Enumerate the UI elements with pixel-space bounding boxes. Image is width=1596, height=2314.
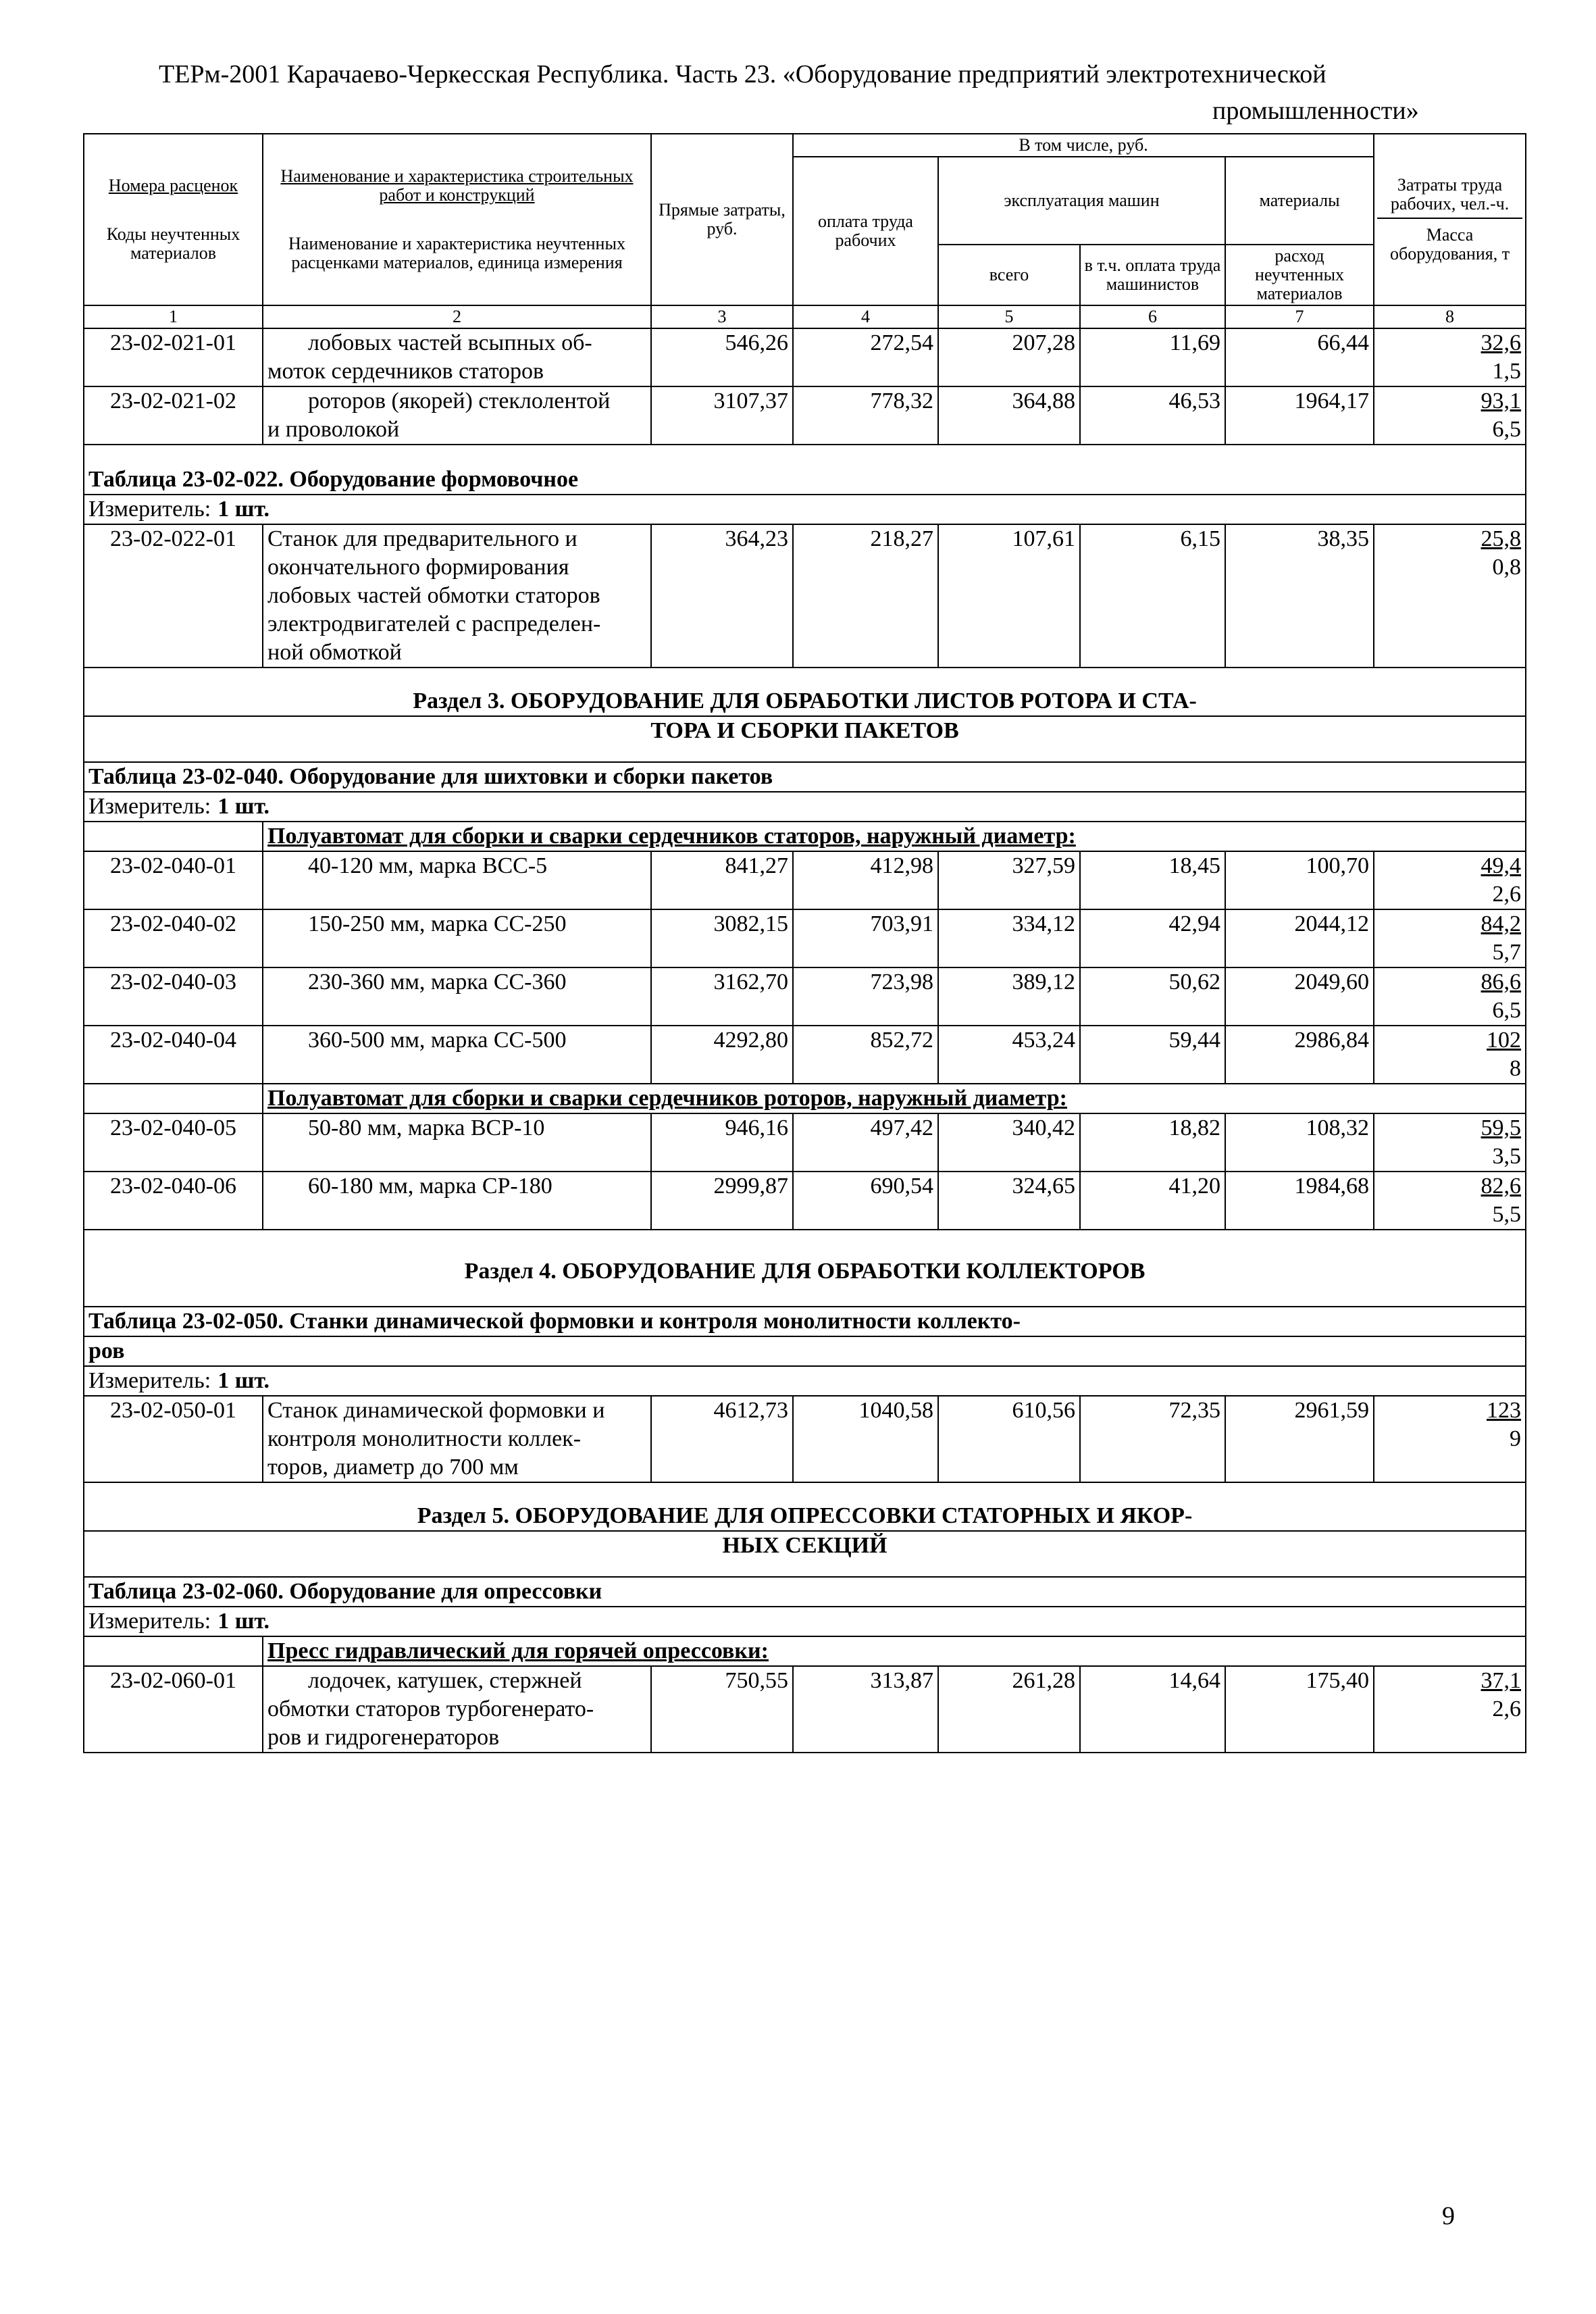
measure-row (84, 1607, 1526, 1636)
value-mach: 364,88 (938, 386, 1080, 445)
table-title: Таблица 23-02-060. Оборудование для опрессовки (84, 1577, 1526, 1607)
value-labor: 778,32 (793, 386, 938, 445)
column-number: 8 (1374, 305, 1526, 328)
value-mach: 610,56 (938, 1396, 1080, 1482)
labor-hours-value: 93,1 (1481, 388, 1522, 413)
value-mach: 334,12 (938, 909, 1080, 967)
value-mach: 327,59 (938, 851, 1080, 909)
rate-name-line: 230-360 мм, марка СС-360 (308, 970, 567, 995)
value-mat: 175,40 (1225, 1666, 1374, 1753)
measure-label: Измеритель: (88, 1609, 211, 1634)
column-numbers-row (84, 305, 1526, 328)
rate-name (263, 1396, 651, 1482)
rate-code: 23-02-021-02 (84, 386, 263, 445)
value-mach: 261,28 (938, 1666, 1080, 1753)
value-mach-labor: 59,44 (1080, 1026, 1225, 1084)
labor-hours (1379, 852, 1521, 880)
column-number: 5 (938, 305, 1080, 328)
rate-name (263, 851, 651, 909)
value-labor: 852,72 (793, 1026, 938, 1084)
labor-hours-value: 82,6 (1481, 1174, 1522, 1199)
section-title-cont: ТОРА И СБОРКИ ПАКЕТОВ (84, 716, 1526, 762)
table-title: Таблица 23-02-050. Станки динамической формовки и контроля монолитности коллекто- (84, 1307, 1526, 1336)
value-mach-labor: 41,20 (1080, 1172, 1225, 1230)
measure-value: 1 шт. (217, 1609, 270, 1634)
column-number: 7 (1225, 305, 1374, 328)
labor-mass-cell (1374, 1396, 1526, 1482)
value-mach-labor: 14,64 (1080, 1666, 1225, 1753)
section-title-row (84, 1230, 1526, 1307)
col-header-labor-mass: Затраты труда рабочих, чел.-ч. Масса оборудования, т (1374, 134, 1526, 305)
rate-name-line: 150-250 мм, марка СС-250 (308, 911, 567, 936)
equipment-mass: 6,5 (1492, 998, 1522, 1023)
table-row (84, 328, 1526, 386)
value-mat: 2044,12 (1225, 909, 1374, 967)
labor-hours (1379, 329, 1521, 357)
group-row (84, 1084, 1526, 1113)
section-title-cont: НЫХ СЕКЦИЙ (84, 1531, 1526, 1577)
value-direct: 4292,80 (651, 1026, 793, 1084)
labor-mass-cell (1374, 851, 1526, 909)
table-header (84, 134, 1526, 328)
equipment-mass: 2,6 (1492, 1696, 1522, 1721)
rate-name-line: ров и гидрогенераторов (267, 1725, 500, 1750)
rate-name-line: электродвигателей с распределен- (267, 611, 601, 636)
rate-code: 23-02-040-06 (84, 1172, 263, 1230)
equipment-mass: 5,7 (1492, 940, 1522, 965)
group-spacer (84, 1636, 263, 1666)
group-spacer (84, 822, 263, 851)
measure-label: Измеритель: (88, 497, 211, 522)
table-row (84, 524, 1526, 668)
labor-hours (1379, 1172, 1521, 1201)
rate-name-line: роторов (якорей) стеклолентой (308, 388, 611, 413)
value-direct: 3162,70 (651, 967, 793, 1026)
value-mach: 389,12 (938, 967, 1080, 1026)
value-mat: 1984,68 (1225, 1172, 1374, 1230)
measure-row (84, 1366, 1526, 1396)
table-row (84, 1396, 1526, 1482)
value-mach: 107,61 (938, 524, 1080, 668)
rate-code: 23-02-022-01 (84, 524, 263, 668)
rate-name (263, 386, 651, 445)
labor-mass-cell (1374, 909, 1526, 967)
labor-mass-cell (1374, 524, 1526, 668)
rate-name (263, 328, 651, 386)
column-number: 3 (651, 305, 793, 328)
value-mach: 207,28 (938, 328, 1080, 386)
running-header: ТЕРм-2001 Карачаево-Черкесская Республика. Часть 23. «Оборудование предприятий электротехнической (159, 60, 1327, 89)
value-mach-labor: 18,45 (1080, 851, 1225, 909)
rate-name-line: ной обмоткой (267, 640, 402, 665)
value-mat: 1964,17 (1225, 386, 1374, 445)
value-mach-labor: 46,53 (1080, 386, 1225, 445)
rate-name (263, 1026, 651, 1084)
value-mach-labor: 72,35 (1080, 1396, 1225, 1482)
value-direct: 3082,15 (651, 909, 793, 967)
table-title-row (84, 762, 1526, 792)
equipment-mass: 3,5 (1492, 1144, 1522, 1169)
table-row (84, 1113, 1526, 1172)
labor-hours-value: 84,2 (1481, 911, 1522, 936)
table-title-cont: ров (84, 1336, 1526, 1366)
labor-hours-value: 49,4 (1481, 853, 1522, 878)
value-labor: 703,91 (793, 909, 938, 967)
section-title-row (84, 1482, 1526, 1531)
value-labor: 412,98 (793, 851, 938, 909)
rate-name-line: лобовых частей всыпных об- (308, 330, 592, 355)
rate-code: 23-02-050-01 (84, 1396, 263, 1482)
measure-row (84, 792, 1526, 822)
table-title: Таблица 23-02-022. Оборудование формовочное (84, 445, 1526, 495)
rate-code: 23-02-040-03 (84, 967, 263, 1026)
table-title-row (84, 1577, 1526, 1607)
labor-mass-cell (1374, 328, 1526, 386)
rate-name (263, 1113, 651, 1172)
col-header-direct: Прямые затраты, руб. (651, 134, 793, 305)
col-header-mach-labor: в т.ч. оплата труда машинистов (1080, 245, 1225, 305)
rate-code: 23-02-021-01 (84, 328, 263, 386)
column-number: 6 (1080, 305, 1225, 328)
labor-hours-value: 37,1 (1481, 1668, 1522, 1693)
labor-hours-value: 123 (1487, 1398, 1522, 1423)
table-title-row (84, 445, 1526, 495)
section-title-cont-row (84, 1531, 1526, 1577)
value-labor: 690,54 (793, 1172, 938, 1230)
column-number: 1 (84, 305, 263, 328)
rate-name-line: лобовых частей обмотки статоров (267, 583, 600, 608)
col-header-name: Наименование и характеристика строительных работ и конструкций Наименование и характеристика неучтенных расценками материалов, единица измерения (263, 134, 651, 305)
equipment-mass: 6,5 (1492, 417, 1522, 442)
labor-mass-cell (1374, 1026, 1526, 1084)
rate-name-line: 40-120 мм, марка ВСС-5 (308, 853, 548, 878)
value-direct: 546,26 (651, 328, 793, 386)
value-direct: 946,16 (651, 1113, 793, 1172)
rate-code: 23-02-040-04 (84, 1026, 263, 1084)
section-title: Раздел 5. ОБОРУДОВАНИЕ ДЛЯ ОПРЕССОВКИ СТАТОРНЫХ И ЯКОР- (84, 1482, 1526, 1531)
labor-hours (1379, 1397, 1521, 1425)
column-number: 2 (263, 305, 651, 328)
rate-name-line: контроля монолитности коллек- (267, 1426, 582, 1451)
col-header-incl: В том числе, руб. (793, 134, 1374, 157)
labor-hours-value: 32,6 (1481, 330, 1522, 355)
labor-hours (1379, 1114, 1521, 1142)
rate-name-line: 50-80 мм, марка ВСР-10 (308, 1115, 545, 1140)
rate-name-line: 60-180 мм, марка СР-180 (308, 1174, 552, 1199)
labor-mass-cell (1374, 1113, 1526, 1172)
labor-hours-value: 59,5 (1481, 1115, 1522, 1140)
rate-name-line: 360-500 мм, марка СС-500 (308, 1028, 567, 1053)
labor-hours (1379, 1026, 1521, 1055)
rate-name-line: лодочек, катушек, стержней (308, 1668, 582, 1693)
rate-name-line: Станок динамической формовки и (267, 1398, 605, 1423)
value-labor: 272,54 (793, 328, 938, 386)
value-labor: 1040,58 (793, 1396, 938, 1482)
equipment-mass: 5,5 (1492, 1202, 1522, 1227)
table-title: Таблица 23-02-040. Оборудование для шихтовки и сборки пакетов (84, 762, 1526, 792)
value-labor: 218,27 (793, 524, 938, 668)
labor-hours (1379, 525, 1521, 553)
value-labor: 497,42 (793, 1113, 938, 1172)
section-title: Раздел 4. ОБОРУДОВАНИЕ ДЛЯ ОБРАБОТКИ КОЛЛЕКТОРОВ (84, 1230, 1526, 1307)
value-mat: 108,32 (1225, 1113, 1374, 1172)
rate-code: 23-02-040-02 (84, 909, 263, 967)
page-number: 9 (1442, 2202, 1455, 2230)
table-row (84, 909, 1526, 967)
labor-hours (1379, 968, 1521, 997)
equipment-mass: 2,6 (1492, 882, 1522, 907)
table-title-cont-row (84, 1336, 1526, 1366)
equipment-mass: 1,5 (1492, 359, 1522, 384)
section-title: Раздел 3. ОБОРУДОВАНИЕ ДЛЯ ОБРАБОТКИ ЛИСТОВ РОТОРА И СТА- (84, 668, 1526, 716)
col-header-unaccounted: расход неучтенных материалов (1225, 245, 1374, 305)
labor-mass-cell (1374, 967, 1526, 1026)
labor-hours (1379, 1667, 1521, 1695)
rate-name-line: окончательного формирования (267, 555, 569, 580)
value-mach-labor: 50,62 (1080, 967, 1225, 1026)
measure-unit (84, 792, 1526, 822)
labor-mass-cell (1374, 1172, 1526, 1230)
rate-code: 23-02-040-01 (84, 851, 263, 909)
value-direct: 750,55 (651, 1666, 793, 1753)
rate-name-line: Станок для предварительного и (267, 526, 577, 551)
measure-unit (84, 1607, 1526, 1636)
value-mat: 2049,60 (1225, 967, 1374, 1026)
rate-name (263, 909, 651, 967)
labor-hours-value: 102 (1487, 1028, 1522, 1053)
value-mat: 100,70 (1225, 851, 1374, 909)
group-row (84, 822, 1526, 851)
table-row (84, 1026, 1526, 1084)
value-mach-labor: 11,69 (1080, 328, 1225, 386)
labor-hours (1379, 387, 1521, 416)
table-row (84, 1172, 1526, 1230)
equipment-mass: 9 (1510, 1426, 1522, 1451)
value-direct: 2999,87 (651, 1172, 793, 1230)
group-title: Полуавтомат для сборки и сварки сердечников роторов, наружный диаметр: (263, 1084, 1526, 1113)
table-title-row (84, 1307, 1526, 1336)
table-row (84, 1666, 1526, 1753)
rate-code: 23-02-060-01 (84, 1666, 263, 1753)
rate-name (263, 1172, 651, 1230)
rate-name-line: моток сердечников статоров (267, 359, 544, 384)
labor-hours-value: 86,6 (1481, 970, 1522, 995)
equipment-mass: 8 (1510, 1056, 1522, 1081)
rate-name-line: и проволокой (267, 417, 400, 442)
rate-name (263, 524, 651, 668)
labor-hours (1379, 910, 1521, 938)
measure-value: 1 шт. (217, 794, 270, 819)
value-direct: 4612,73 (651, 1396, 793, 1482)
col-header-machines: эксплуатация машин (938, 157, 1225, 245)
table-body (84, 328, 1526, 1753)
labor-hours-value: 25,8 (1481, 526, 1522, 551)
measure-row (84, 495, 1526, 524)
group-title: Полуавтомат для сборки и сварки сердечников статоров, наружный диаметр: (263, 822, 1526, 851)
rates-table (83, 133, 1526, 1753)
col-header-labor: оплата труда рабочих (793, 157, 938, 305)
value-mach: 340,42 (938, 1113, 1080, 1172)
equipment-mass: 0,8 (1492, 555, 1522, 580)
value-mat: 2986,84 (1225, 1026, 1374, 1084)
value-mach: 324,65 (938, 1172, 1080, 1230)
group-row (84, 1636, 1526, 1666)
rate-name (263, 967, 651, 1026)
value-mat: 66,44 (1225, 328, 1374, 386)
labor-mass-cell (1374, 386, 1526, 445)
rate-code: 23-02-040-05 (84, 1113, 263, 1172)
value-labor: 723,98 (793, 967, 938, 1026)
col-header-code: Номера расценок Коды неучтенных материалов (84, 134, 263, 305)
value-mat: 2961,59 (1225, 1396, 1374, 1482)
measure-unit (84, 1366, 1526, 1396)
rate-name-line: обмотки статоров турбогенерато- (267, 1696, 594, 1721)
value-mach-labor: 42,94 (1080, 909, 1225, 967)
measure-value: 1 шт. (217, 1368, 270, 1393)
value-mat: 38,35 (1225, 524, 1374, 668)
value-direct: 364,23 (651, 524, 793, 668)
running-header-cont: промышленности» (1212, 97, 1419, 125)
measure-unit (84, 495, 1526, 524)
col-header-mach-total: всего (938, 245, 1080, 305)
rate-name-line: торов, диаметр до 700 мм (267, 1455, 519, 1480)
table-row (84, 851, 1526, 909)
rate-name (263, 1666, 651, 1753)
table-row (84, 967, 1526, 1026)
group-title: Пресс гидравлический для горячей опрессовки: (263, 1636, 1526, 1666)
section-title-cont-row (84, 716, 1526, 762)
measure-value: 1 шт. (217, 497, 270, 522)
column-number: 4 (793, 305, 938, 328)
section-title-row (84, 668, 1526, 716)
group-spacer (84, 1084, 263, 1113)
measure-label: Измеритель: (88, 794, 211, 819)
labor-mass-cell (1374, 1666, 1526, 1753)
table-row (84, 386, 1526, 445)
col-header-materials: материалы (1225, 157, 1374, 245)
value-mach-labor: 6,15 (1080, 524, 1225, 668)
value-mach: 453,24 (938, 1026, 1080, 1084)
value-direct: 3107,37 (651, 386, 793, 445)
value-labor: 313,87 (793, 1666, 938, 1753)
measure-label: Измеритель: (88, 1368, 211, 1393)
value-direct: 841,27 (651, 851, 793, 909)
value-mach-labor: 18,82 (1080, 1113, 1225, 1172)
